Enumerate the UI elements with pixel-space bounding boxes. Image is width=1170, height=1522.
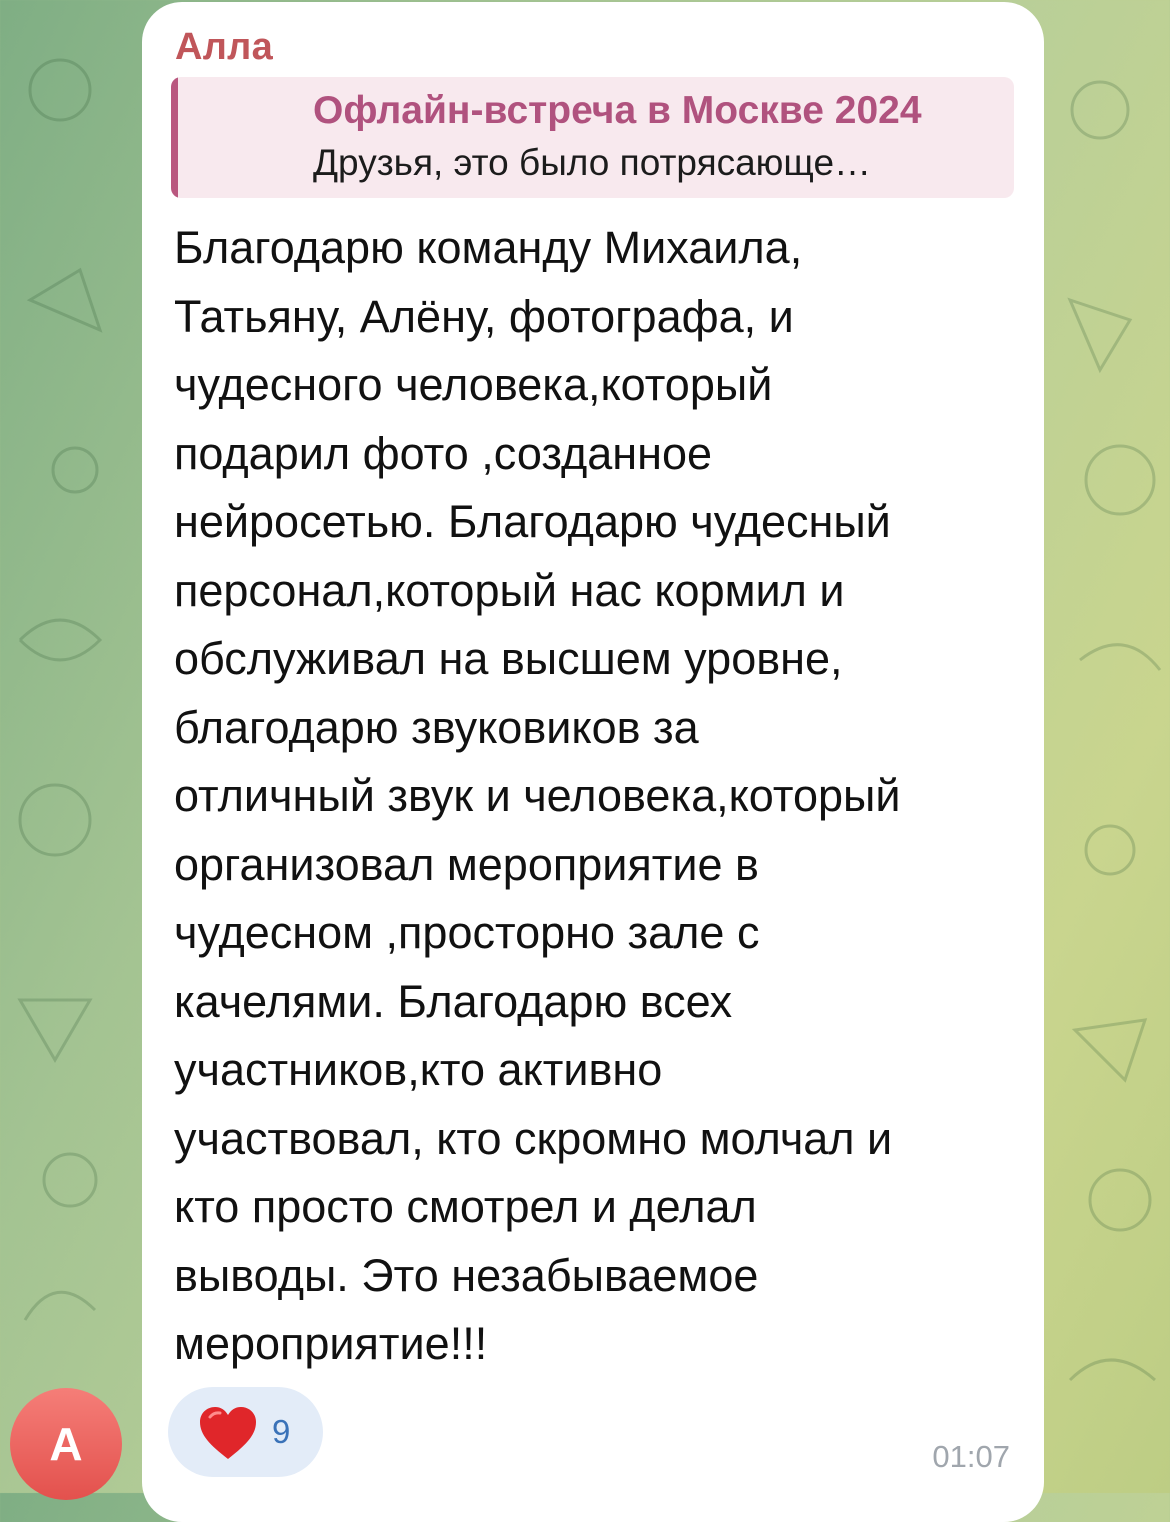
reply-preview-text: Друзья, это было потрясающе… — [313, 142, 872, 183]
message-text — [174, 214, 1034, 1379]
avatar[interactable]: А — [10, 1388, 122, 1500]
message-line: участвовал, кто скромно молчал и — [174, 1112, 893, 1164]
message-line: Татьяну, Алёну, фотографа, и — [174, 290, 794, 342]
message-line: участников,кто активно — [174, 1044, 663, 1095]
reply-quote[interactable] — [171, 77, 1014, 198]
message-line: благодарю звуковиков за — [174, 701, 699, 753]
message-line: персонал,который нас кормил и — [174, 564, 845, 616]
reaction-heart-button[interactable] — [168, 1387, 323, 1477]
message-bubble[interactable] — [142, 2, 1044, 1522]
message-line: чудесного человека,который — [174, 359, 773, 410]
message-line: выводы. Это незабываемое — [174, 1249, 759, 1301]
message-line: обслуживал на высшем уровне, — [174, 633, 843, 684]
heart-icon — [198, 1405, 258, 1461]
reply-accent-bar — [171, 77, 178, 198]
message-line: нейросетью. Благодарю чудесный — [174, 496, 891, 547]
message-timestamp: 01:07 — [932, 1439, 1010, 1474]
message-line: чудесном ,просторно зале с — [174, 907, 760, 958]
message-line: подарил фото ,созданное — [174, 427, 713, 479]
message-line: отличный звук и человека,который — [174, 770, 901, 821]
message-line: качелями. Благодарю всех — [174, 975, 733, 1027]
sender-name[interactable]: Алла — [175, 26, 274, 68]
message-line: кто просто смотрел и делал — [174, 1181, 757, 1232]
message-line: организовал мероприятие в — [174, 838, 759, 890]
reaction-count: 9 — [272, 1413, 291, 1450]
message-line: мероприятие!!! — [174, 1318, 488, 1369]
message-line: Благодарю команду Михаила, — [174, 222, 803, 273]
reply-title: Офлайн-встреча в Москве 2024 — [313, 89, 922, 132]
